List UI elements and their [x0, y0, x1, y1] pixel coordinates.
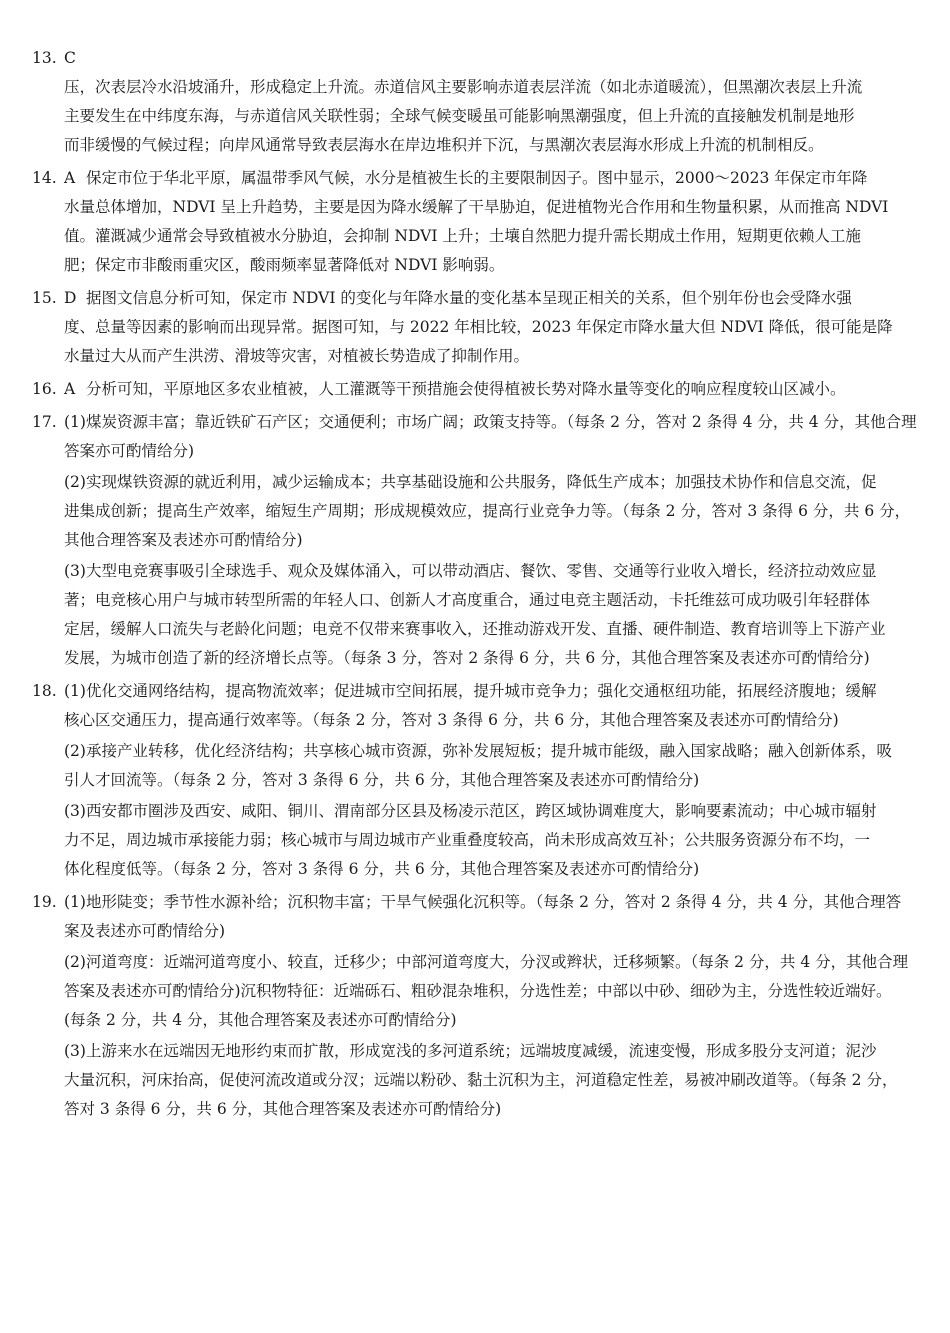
answer-19-part-3-line-2: 答对 3 条得 6 分，共 6 分，其他合理答案及表述亦可酌情给分): [64, 1100, 502, 1118]
answer-18-part-1-line-1: 核心区交通压力，提高通行效率等。（每条 2 分，答对 3 条得 6 分，共 6 分，其他合理答案及表述亦可酌情给分): [64, 711, 839, 729]
answer-15-line-0: [32, 284, 920, 313]
answer-19-part-2: [32, 948, 920, 1035]
answer-13-line-1: 压，次表层冷水沿坡涌升，形成稳定上升流。赤道信风主要影响赤道表层洋流（如北赤道暖流），但黑潮次表层上升流: [64, 78, 863, 96]
answer-13-header: [32, 44, 920, 73]
answer-17-part-2-line-1: 进集成创新；提高生产效率，缩短生产周期；形成规模效应，提高行业竞争力等。（每条 2 分，答对 3 条得 6 分，共 6 分，: [64, 502, 911, 520]
answer-13: [32, 44, 920, 160]
answer-17-part-1-first: (1)煤炭资源丰富；靠近铁矿石产区；交通便利；市场广阔；政策支持等。（每条 2 分，答对 2 条得 4 分，共 4 分，其他合理: [64, 413, 917, 431]
answer-13-line-2: 主要发生在中纬度东海，与赤道信风关联性弱；全球气候变暖虽可能影响黑潮强度，但上升流的直接触发机制是地形: [64, 107, 855, 125]
answer-14: [32, 164, 920, 280]
answer-19: [32, 888, 920, 1124]
answer-18-part-1: [32, 677, 920, 735]
answer-16-line-0: [32, 375, 920, 404]
answer-14-first-line: 保定市位于华北平原，属温带季风气候，水分是植被生长的主要限制因子。图中显示，2000～2023 年保定市年降: [86, 169, 868, 187]
answer-18-part-3-line-1: 力不足，周边城市承接能力弱；核心城市与周边城市产业重叠度较高，尚未形成高效互补；公共服务资源分布不均，一: [64, 831, 871, 849]
answer-19-part-2-first: (2)河道弯度：近端河道弯度小、较直，迁移少；中部河道弯度大，分汊或辫状，迁移频繁。（每条 2 分，共 4 分，其他合理: [64, 953, 909, 971]
question-number: 19.: [32, 893, 57, 911]
answer-17-part-1-line-0: [32, 408, 920, 437]
answer-18-part-1-line-0: [32, 677, 920, 706]
answer-17-part-3-first: (3)大型电竞赛事吸引全球选手、观众及媒体涌入，可以带动酒店、餐饮、零售、交通等行业收入增长，经济拉动效应显: [64, 562, 877, 580]
answer-17-part-1: [32, 408, 920, 466]
answer-choice: A: [64, 380, 76, 398]
question-number: 14.: [32, 169, 57, 187]
answer-18: [32, 677, 920, 884]
answer-19-part-2-line-1: 答案及表述亦可酌情给分)沉积物特征：近端砾石、粗砂混杂堆积，分选性差；中部以中砂、细砂为主，分选性较近端好。: [64, 982, 892, 1000]
answer-18-part-1-first: (1)优化交通网络结构，提高物流效率；促进城市空间拓展，提升城市竞争力；强化交通枢纽功能，拓展经济腹地；缓解: [64, 682, 877, 700]
answer-14-line-0: [32, 164, 920, 193]
answer-16-first-line: 分析可知，平原地区多农业植被，人工灌溉等干预措施会使得植被长势对降水量等变化的响应程度较山区减小。: [86, 380, 846, 398]
answer-19-part-2-line-2: (每条 2 分，共 4 分，其他合理答案及表述亦可酌情给分): [64, 1011, 457, 1029]
answer-18-part-3-line-2: 体化程度低等。（每条 2 分，答对 3 条得 6 分，共 6 分，其他合理答案及表述亦可酌情给分): [64, 860, 700, 878]
answer-choice: C: [64, 49, 76, 67]
answer-17-part-3-line-2: 定居，缓解人口流失与老龄化问题；电竞不仅带来赛事收入，还推动游戏开发、直播、硬件制造、教育培训等上下游产业: [64, 620, 886, 638]
answer-17-part-1-line-1: 答案亦可酌情给分): [64, 442, 195, 460]
answer-19-part-1-line-1: 案及表述亦可酌情给分): [64, 922, 226, 940]
answer-17-part-3: [32, 557, 920, 673]
question-number: 16.: [32, 380, 57, 398]
answer-19-part-3-line-1: 大量沉积，河床抬高，促使河流改道或分汊；远端以粉砂、黏土沉积为主，河道稳定性差，易被冲刷改道等。（每条 2 分，: [64, 1071, 898, 1089]
answer-17-part-3-line-3: 发展，为城市创造了新的经济增长点等。（每条 3 分，答对 2 条得 6 分，共 6 分，其他合理答案及表述亦可酌情给分): [64, 649, 870, 667]
answer-14-line-2: 值。灌溉减少通常会导致植被水分胁迫，会抑制 NDVI 上升；土壤自然肥力提升需长期成土作用，短期更依赖人工施: [64, 227, 861, 245]
question-number: 17.: [32, 413, 57, 431]
answer-18-part-3-first: (3)西安都市圈涉及西安、咸阳、铜川、渭南部分区县及杨凌示范区，跨区域协调难度大，影响要素流动；中心城市辐射: [64, 802, 877, 820]
answer-18-part-2-line-1: 引人才回流等。（每条 2 分，答对 3 条得 6 分，共 6 分，其他合理答案及表述亦可酌情给分): [64, 771, 700, 789]
answer-13-line-3: 而非缓慢的气候过程；向岸风通常导致表层海水在岸边堆积并下沉，与黑潮次表层海水形成上升流的机制相反。: [64, 136, 824, 154]
answer-19-part-3: [32, 1037, 920, 1124]
answer-14-line-1: 水量总体增加，NDVI 呈上升趋势，主要是因为降水缓解了干旱胁迫，促进植物光合作用和生物量积累，从而推高 NDVI: [64, 198, 889, 216]
answer-18-part-2-first: (2)承接产业转移，优化经济结构；共享核心城市资源，弥补发展短板；提升城市能级，融入国家战略；融入创新体系，吸: [64, 742, 892, 760]
answer-17-part-2: [32, 468, 920, 555]
answer-17-part-2-line-2: 其他合理答案及表述亦可酌情给分): [64, 531, 303, 549]
answer-16: [32, 375, 920, 404]
answer-19-part-3-first: (3)上游来水在远端因无地形约束而扩散，形成宽浅的多河道系统；远端坡度减缓，流速变慢，形成多股分支河道；泥沙: [64, 1042, 877, 1060]
answer-18-part-2: [32, 737, 920, 795]
question-number: 13.: [32, 49, 57, 67]
answer-17: [32, 408, 920, 673]
answer-15: [32, 284, 920, 371]
answer-19-part-1: [32, 888, 920, 946]
answer-15-line-2: 水量过大从而产生洪涝、滑坡等灾害，对植被长势造成了抑制作用。: [64, 347, 530, 365]
answer-19-part-1-first: (1)地形陡变；季节性水源补给；沉积物丰富；干旱气候强化沉积等。（每条 2 分，答对 2 条得 4 分，共 4 分，其他合理答: [64, 893, 902, 911]
question-number: 18.: [32, 682, 57, 700]
answer-15-line-1: 度、总量等因素的影响而出现异常。据图可知，与 2022 年相比较，2023 年保定市降水量大但 NDVI 降低，很可能是降: [64, 318, 893, 336]
answer-choice: A: [64, 169, 76, 187]
answer-15-first-line: 据图文信息分析可知，保定市 NDVI 的变化与年降水量的变化基本呈现正相关的关系，但个别年份也会受降水强: [86, 289, 852, 307]
answer-17-part-3-line-1: 著；电竞核心用户与城市转型所需的年轻人口、创新人才高度重合，通过电竞主题活动，卡托维兹可成功吸引年轻群体: [64, 591, 871, 609]
answer-17-part-2-first: (2)实现煤铁资源的就近利用，减少运输成本；共享基础设施和公共服务，降低生产成本；加强技术协作和信息交流，促: [64, 473, 877, 491]
answer-choice: D: [64, 289, 77, 307]
answer-14-line-3: 肥；保定市非酸雨重灾区，酸雨频率显著降低对 NDVI 影响弱。: [64, 256, 505, 274]
answer-18-part-3: [32, 797, 920, 884]
answer-19-part-1-line-0: [32, 888, 920, 917]
question-number: 15.: [32, 289, 57, 307]
